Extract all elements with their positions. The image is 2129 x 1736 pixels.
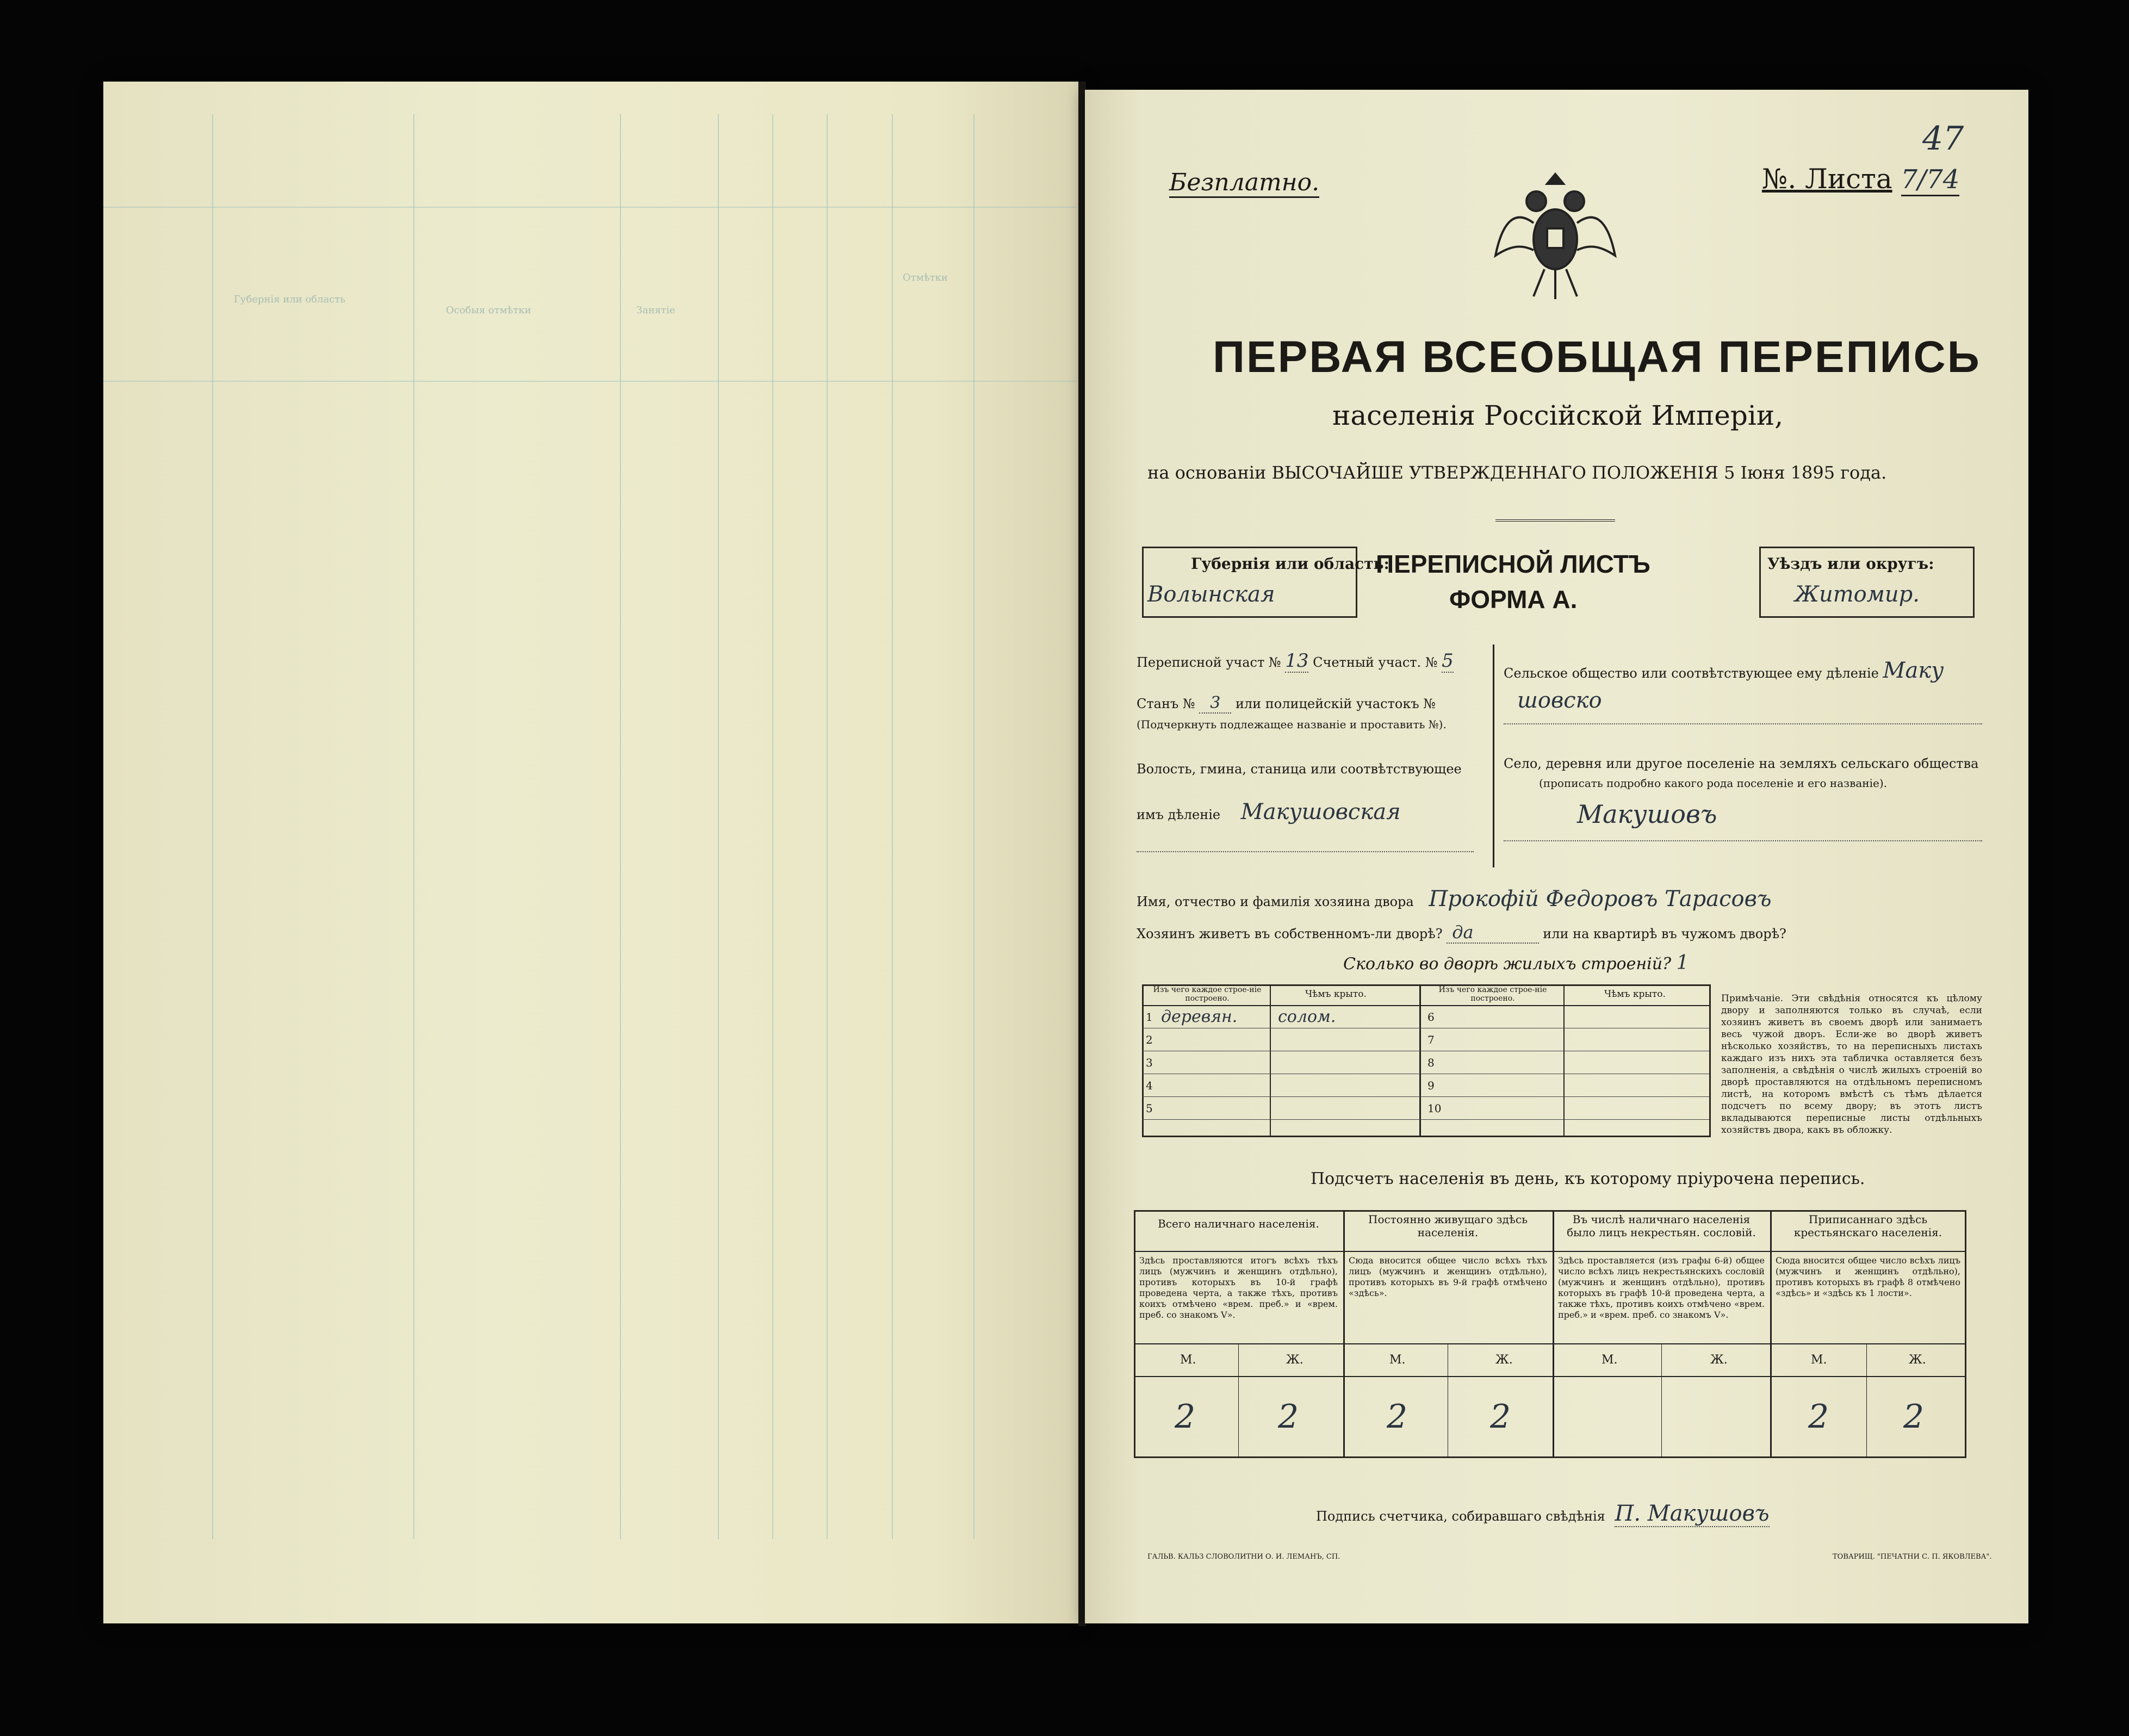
- m-label: М.: [1811, 1353, 1827, 1367]
- archive-page-number: 47: [1922, 120, 1964, 158]
- uezd-value: Житомир.: [1795, 582, 1920, 607]
- count-title: Подсчетъ населенія въ день, къ которому пріурочена перепись.: [1311, 1169, 1865, 1188]
- count-value: 2: [1175, 1398, 1196, 1436]
- grid-line: [892, 114, 893, 1539]
- row-number: 7: [1427, 1033, 1435, 1046]
- row-number: 3: [1146, 1056, 1153, 1069]
- grid-line: [103, 207, 1077, 208]
- rule-line: [1137, 851, 1474, 852]
- count-col-desc: Здѣсь проставляется (изъ графы 6-й) общее число всѣхъ лицъ некрестьянскихъ сословій (мужчинъ и женщинъ отдѣльно), противъ которыхъ въ графѣ 10-й проведена черта, а также тѣхъ, противъ коихъ отмѣчено «врем. преб.» и «врем. преб. со знакомъ V».: [1558, 1255, 1765, 1320]
- count-value: 2: [1387, 1398, 1408, 1436]
- row-number: 1: [1146, 1010, 1153, 1024]
- divider: [1495, 519, 1615, 522]
- sheet-number: №. Листа 7/74: [1762, 163, 1959, 195]
- obshchestvo-field: Сельское общество или соотвѣтствующее ему дѣленіе Маку: [1504, 658, 1944, 683]
- ghost-header: Занятіе: [636, 305, 675, 316]
- selo-label: Село, деревня или другое поселеніе на земляхъ сельскаго общества: [1504, 756, 1979, 771]
- buildings-field: Сколько во дворѣ жилыхъ строеній? 1: [1343, 952, 1689, 974]
- count-col-desc: Сюда вносится общее число всѣхъ лицъ (мужчинъ и женщинъ отдѣльно), противъ которыхъ въ графѣ 8 отмѣчено «здѣсь» и «здѣсь къ 1 лости».: [1776, 1255, 1960, 1298]
- zh-label: Ж.: [1286, 1353, 1304, 1367]
- stan-field: Станъ № 3 или полицейскій участокъ №: [1137, 693, 1436, 712]
- grid-line: [772, 114, 773, 1539]
- form-title: ПЕРЕПИСНОЙ ЛИСТЪ: [1376, 550, 1650, 578]
- col-material-header: Изъ чего каждое строе-ніе построено.: [1438, 985, 1547, 1003]
- grid-line: [718, 114, 719, 1539]
- col-roof-header: Чѣмъ крыто.: [1305, 989, 1367, 1000]
- m-label: М.: [1602, 1353, 1618, 1367]
- grid-line: [212, 114, 213, 1539]
- ghost-header: Особыя отмѣтки: [446, 305, 531, 316]
- row-number: 4: [1146, 1079, 1153, 1092]
- form-subtitle: ФОРМА А.: [1449, 585, 1578, 613]
- count-col-header: Всего наличнаго населенія.: [1158, 1217, 1319, 1230]
- row-number: 8: [1427, 1056, 1435, 1069]
- stan-note: (Подчеркнуть подлежащее названіе и проставить №).: [1137, 718, 1447, 731]
- page-subtitle: населенія Россійской Имперіи,: [1332, 400, 1784, 431]
- m-label: М.: [1180, 1353, 1196, 1367]
- row-number: 10: [1427, 1102, 1442, 1115]
- free-label: Безплатно.: [1169, 169, 1319, 198]
- uezd-label: Уѣздъ или округъ:: [1767, 555, 1934, 573]
- volost-label: Волость, гмина, станица или соотвѣтствующее: [1137, 761, 1462, 777]
- count-table: [1134, 1210, 1966, 1458]
- grid-line: [620, 114, 621, 1539]
- row-number: 5: [1146, 1102, 1153, 1115]
- selo-value: Макушовъ: [1577, 799, 1717, 829]
- m-label: М.: [1389, 1353, 1406, 1367]
- row-number: 9: [1427, 1079, 1435, 1092]
- column-divider: [1493, 644, 1494, 867]
- rule-line: [1504, 723, 1982, 724]
- grid-line: [103, 381, 1077, 382]
- count-value: 2: [1808, 1398, 1829, 1436]
- uchastok-field: Переписной участ № 13 Счетный участ. № 5: [1137, 650, 1454, 672]
- zh-label: Ж.: [1710, 1353, 1728, 1367]
- row-number: 6: [1427, 1010, 1435, 1024]
- zh-label: Ж.: [1495, 1353, 1513, 1367]
- col-roof-header: Чѣмъ крыто.: [1604, 989, 1666, 1000]
- material-cell: деревян.: [1161, 1007, 1238, 1026]
- page-title: ПЕРВАЯ ВСЕОБЩАЯ ПЕРЕПИСЬ: [1213, 332, 1981, 382]
- count-value: 2: [1903, 1398, 1925, 1436]
- printer-left: ГАЛЬВ. КАЛЬЗ СЛОВОЛИТНИ О. И. ЛЕМАНЪ, СП.: [1147, 1553, 1340, 1561]
- zh-label: Ж.: [1909, 1353, 1926, 1367]
- count-col-desc: Сюда вносится общее число всѣхъ тѣхъ лицъ (мужчинъ и женщинъ отдѣльно), противъ которыхъ въ 9-й графѣ отмѣчено «здѣсь».: [1349, 1255, 1547, 1298]
- rule-line: [1504, 840, 1982, 841]
- guberniya-label: Губернія или область:: [1191, 555, 1389, 573]
- volost-field: имъ дѣленіе Макушовская: [1137, 799, 1401, 824]
- roof-cell: солом.: [1278, 1007, 1336, 1026]
- ghost-header: Отмѣтки: [903, 272, 948, 283]
- printer-right: ТОВАРИЩ. "ПЕЧАТНИ С. П. ЯКОВЛЕВА".: [1833, 1553, 1992, 1561]
- count-col-desc: Здѣсь проставляются итогъ всѣхъ тѣхъ лицъ (мужчинъ и женщинъ отдѣльно), противъ которыхъ въ 10-й графѣ проведена черта, а также тѣхъ, противъ коихъ отмѣчено «врем. преб.» и «врем. преб. со знакомъ V».: [1139, 1255, 1338, 1320]
- owner-field: Имя, отчество и фамилія хозяина двора Прокофій Федоровъ Тарасовъ: [1137, 886, 1772, 912]
- count-value: 2: [1278, 1398, 1299, 1436]
- count-col-header: Постоянно живущаго здѣсь населенія.: [1368, 1213, 1528, 1239]
- col-material-header: Изъ чего каждое строе-ніе построено.: [1153, 985, 1262, 1003]
- grid-line: [413, 114, 414, 1539]
- row-number: 2: [1146, 1033, 1153, 1046]
- guberniya-value: Волынская: [1147, 582, 1275, 607]
- count-value: 2: [1490, 1398, 1511, 1436]
- obshchestvo-value: шовско: [1517, 688, 1602, 713]
- grid-line: [973, 114, 975, 1539]
- grid-line: [827, 114, 828, 1539]
- count-col-header: Приписаннаго здѣсь крестьянскаго населенія.: [1793, 1213, 1942, 1239]
- ghost-header: Губернія или область: [234, 294, 346, 305]
- left-blank-page: [103, 82, 1079, 1623]
- signature-field: Подпись счетчика, собиравшаго свѣдѣнія П. Макушовъ: [1316, 1501, 1770, 1526]
- basis-line: на основаніи ВЫСОЧАЙШЕ УТВЕРЖДЕННАГО ПОЛОЖЕНІЯ 5 Іюня 1895 года.: [1147, 462, 1887, 483]
- selo-note: (прописать подробно какого рода поселеніе и его названіе).: [1539, 777, 1887, 790]
- note-text: Примѣчаніе. Эти свѣдѣнія относятся къ цѣлому двору и заполняются только въ случаѣ, если хозяинъ живетъ въ своемъ дворѣ или занимаетъ весь чужой дворъ. Если-же во дворѣ живетъ нѣсколько хозяйствъ, то на переписныхъ листахъ каждаго изъ нихъ эта табличка оставляется безъ заполненія, а свѣдѣнія о числѣ жилыхъ строеній во дворѣ проставляются на отдѣльномъ переписномъ листѣ, на которомъ вмѣстѣ съ тѣмъ дѣлается подсчетъ по всему двору; въ этотъ листъ вкладываются переписные листы отдѣльныхъ хозяйствъ двора, какъ въ обложку.: [1721, 993, 1982, 1136]
- count-col-header: Въ числѣ наличнаго населенія было лицъ некрестьян. сословій.: [1567, 1213, 1756, 1239]
- double-headed-eagle-icon: [1490, 163, 1621, 305]
- own-yard-field: Хозяинъ живетъ въ собственномъ-ли дворѣ? да или на квартирѣ въ чужомъ дворѣ?: [1137, 922, 1786, 943]
